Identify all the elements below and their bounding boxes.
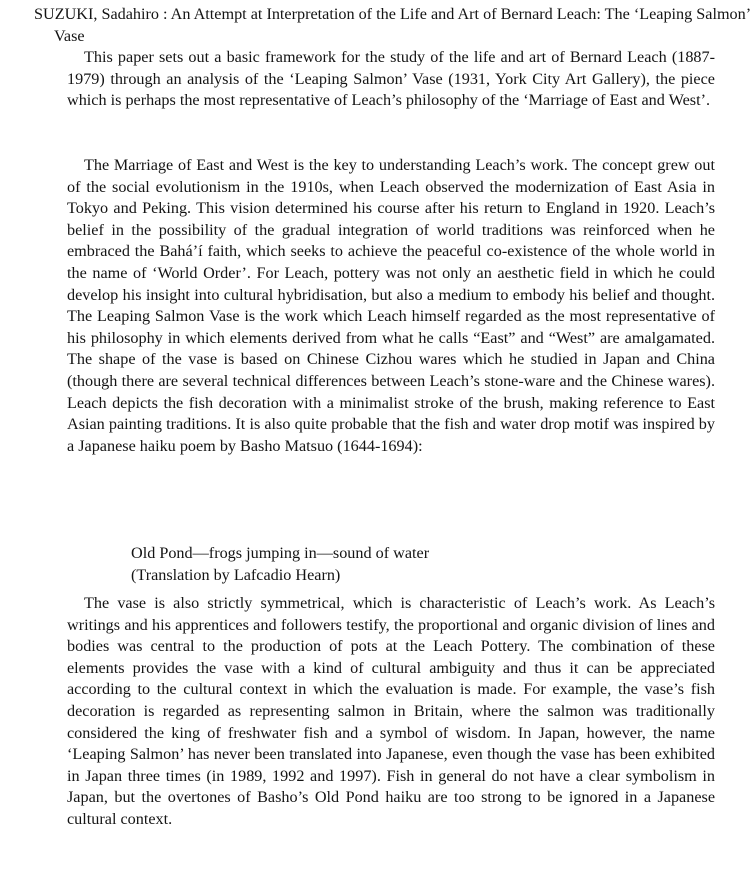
- haiku-translation-credit: (Translation by Lafcadio Hearn): [131, 565, 341, 584]
- paper-title: SUZUKI, Sadahiro : An Attempt at Interpretation of the Life and Art of Bernard Leach: The ‘Leaping Salmon’ Vase: [34, 5, 750, 45]
- abstract-paragraph-3: The vase is also strictly symmetrical, which is characteristic of Leach’s work. As Leach’s writings and his apprentices and followers testify, the proportional and organic division of lines and bodies was central to the production of pots at the Leach Pottery. The combination of these elements provides the vase with a kind of cultural ambiguity and thus it can be appreciated according to the cultural context in which the evaluation is made. For example, the vase’s fish decoration is regarded as representing salmon in Britain, where the salmon was traditionally considered the king of freshwater fish and a symbol of wisdom. In Japan, however, the name ‘Leaping Salmon’ has never been translated into Japanese, even though the vase has been exhibited in Japan three times (in 1989, 1992 and 1997). Fish in general do not have a clear symbolism in Japan, but the overtones of Basho’s Old Pond haiku are too strong to be ignored in a Japanese cultural context.: [67, 594, 715, 828]
- haiku-quote: [131, 543, 429, 586]
- abstract-paragraph-2: The Marriage of East and West is the key to understanding Leach’s work. The concept grew out of the social evolutionism in the 1910s, when Leach observed the modernization of East Asia in Tokyo and Peking. This vision determined his course after his return to England in 1920. Leach’s belief in the possibility of the gradual integration of world traditions was reinforced when he embraced the Bahá’í faith, which seeks to achieve the peaceful co-existence of the whole world in the name of ‘World Order’. For Leach, pottery was not only an aesthetic field in which he could develop his insight into cultural hybridisation, but also a medium to embody his belief and thought. The Leaping Salmon Vase is the work which Leach himself regarded as the most representative of his philosophy in which elements derived from what he calls “East” and “West” are amalgamated. The shape of the vase is based on Chinese Cizhou wares which he studied in Japan and China (though there are several technical differences between Leach’s stone-ware and the Chinese wares). Leach depicts the fish decoration with a minimalist stroke of the brush, making reference to East Asian painting traditions. It is also quite probable that the fish and water drop motif was inspired by a Japanese haiku poem by Basho Matsuo (1644-1694):: [67, 156, 715, 455]
- abstract-paragraph-1: This paper sets out a basic framework for the study of the life and art of Bernard Leach (1887-1979) through an analysis of the ‘Leaping Salmon’ Vase (1931, York City Art Gallery), the piece which is perhaps the most representative of Leach’s philosophy of the ‘Marriage of East and West’.: [67, 48, 715, 110]
- haiku-line: Old Pond—frogs jumping in—sound of water: [131, 544, 430, 562]
